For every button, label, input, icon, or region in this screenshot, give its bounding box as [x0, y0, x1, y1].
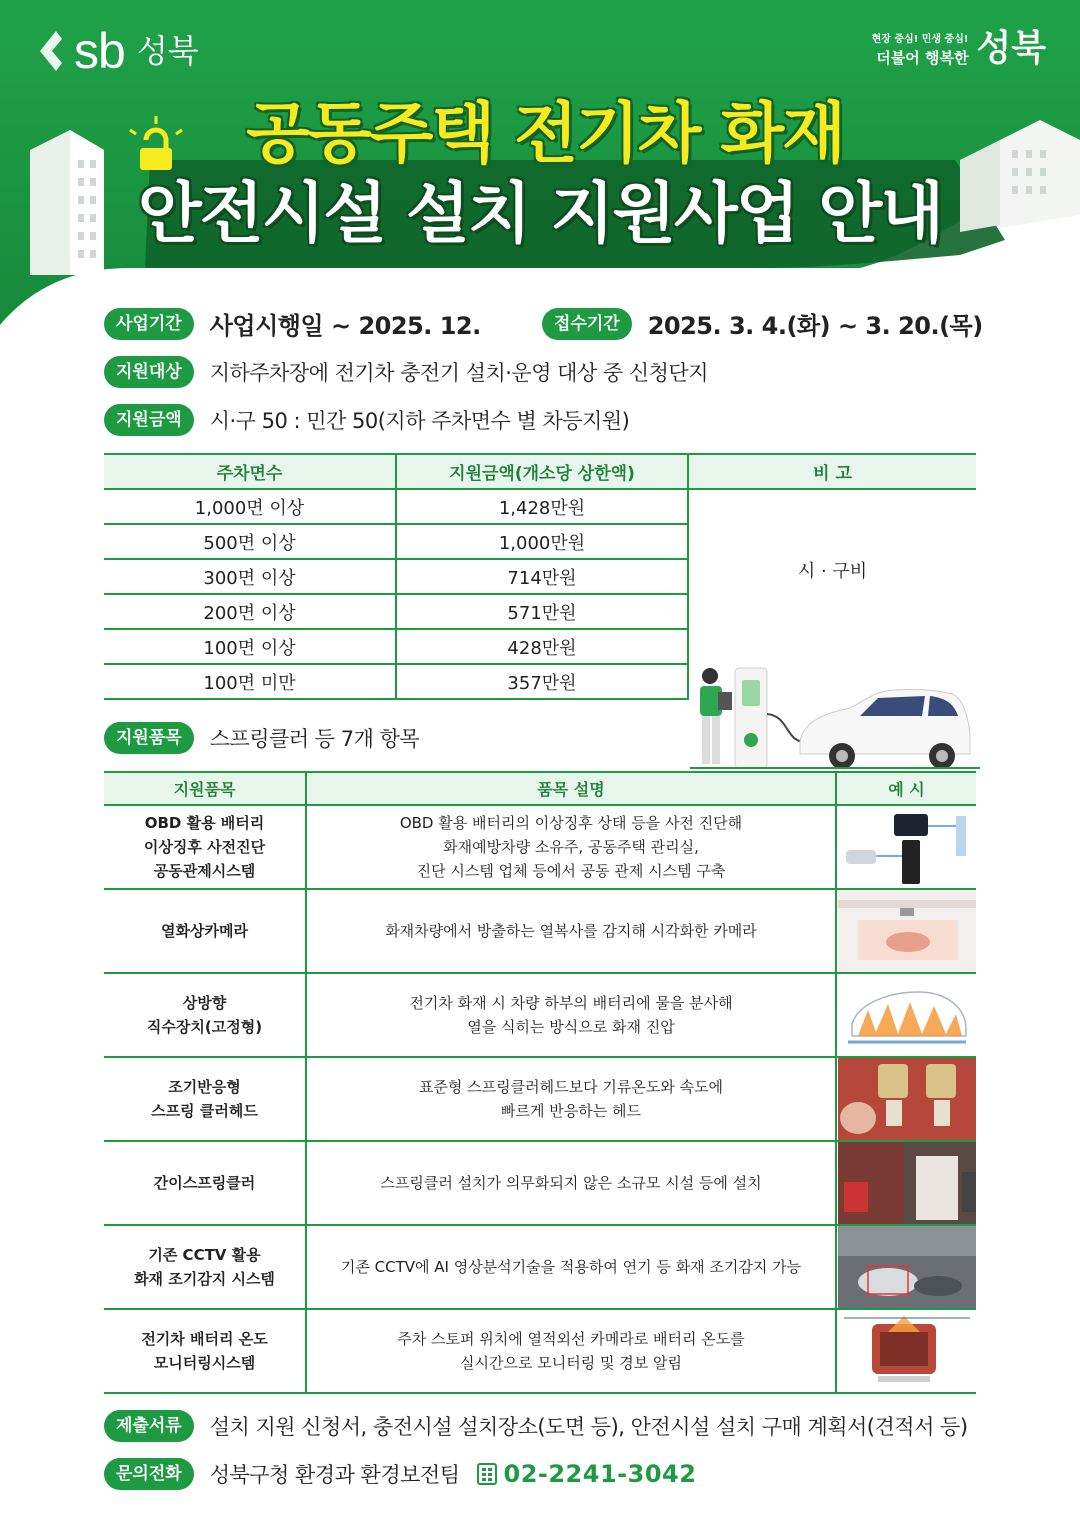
item-name: 조기반응형 스프링 클러헤드	[104, 1057, 306, 1141]
logo-sb-text: sb	[74, 23, 125, 79]
table-row	[104, 973, 976, 1057]
sprinkler-head-example-image	[838, 1058, 976, 1140]
table-row	[104, 1141, 976, 1225]
contact-label: 문의전화	[104, 1458, 194, 1490]
item-desc: OBD 활용 배터리의 이상징후 상태 등을 사전 진단해 화재예방차량 소유주, 공동주택 관리실, 진단 시스템 업체 등에서 공동 관제 시스템 구축	[306, 805, 836, 889]
spaces-cell: 500면 이상	[104, 524, 396, 559]
note-cell: 시 · 구비	[688, 489, 976, 699]
apply-value: 2025. 3. 4.(화) ~ 3. 20.(목)	[647, 312, 983, 340]
amount-cell: 1,428만원	[396, 489, 688, 524]
upward-sprinkler-example-image	[838, 974, 976, 1056]
thermal-camera-example-image	[838, 890, 976, 972]
contact-row	[104, 1458, 696, 1490]
items-table-header	[104, 772, 976, 805]
slogan-bottom: 더불어 행복한	[876, 49, 969, 67]
item-name: 전기차 배터리 온도 모니터링시스템	[104, 1309, 306, 1393]
table-row	[104, 889, 976, 973]
docs-row	[104, 1410, 968, 1442]
items-label: 지원품목	[104, 722, 194, 754]
ev-charging-illustration	[690, 664, 980, 772]
item-desc: 기존 CCTV에 AI 영상분석기술을 적용하여 연기 등 화재 조기감지 가능	[306, 1225, 836, 1309]
docs-label: 제출서류	[104, 1410, 194, 1442]
table-row	[104, 805, 976, 889]
target-label: 지원대상	[104, 356, 194, 388]
spaces-cell: 1,000면 이상	[104, 489, 396, 524]
item-name: 기존 CCTV 활용 화재 조기감지 시스템	[104, 1225, 306, 1309]
spaces-cell: 100면 미만	[104, 664, 396, 699]
target-row	[104, 356, 708, 388]
items-table	[104, 771, 976, 1394]
period-value: 사업시행일 ~ 2025. 12.	[209, 312, 481, 340]
docs-value: 설치 지원 신청서, 충전시설 설치장소(도면 등), 안전시설 설치 구매 계획서(견적서 등)	[209, 1415, 968, 1439]
amount-table-header	[104, 454, 976, 489]
table-row	[104, 1309, 976, 1393]
item-name: 상방향 직수장치(고정형)	[104, 973, 306, 1057]
item-desc: 표준형 스프링클러헤드보다 기류온도와 속도에 빠르게 반응하는 헤드	[306, 1057, 836, 1141]
table-row	[104, 1057, 976, 1141]
amount-cell: 571만원	[396, 594, 688, 629]
page-title-line2: 안전시설 설치 지원사업 안내	[137, 175, 942, 252]
items-col-name: 지원품목	[104, 772, 306, 805]
obd-system-example-image	[838, 806, 976, 888]
amount-cell: 1,000만원	[396, 524, 688, 559]
amount-col-note: 비 고	[688, 454, 976, 489]
amount-col-amount: 지원금액(개소당 상한액)	[396, 454, 688, 489]
battery-monitoring-example-image	[838, 1310, 976, 1392]
items-row	[104, 722, 419, 754]
amount-cell: 428만원	[396, 629, 688, 664]
sb-seongbuk-logo	[36, 23, 199, 79]
amount-col-spaces: 주차면수	[104, 454, 396, 489]
spaces-cell: 300면 이상	[104, 559, 396, 594]
item-desc: 화재차량에서 방출하는 열복사를 감지해 시각화한 카메라	[306, 889, 836, 973]
item-name: 열화상카메라	[104, 889, 306, 973]
page-title-line1: 공동주택 전기차 화재	[246, 95, 844, 172]
items-value: 스프링클러 등 7개 항목	[209, 727, 420, 751]
phone-number[interactable]	[476, 1460, 697, 1488]
item-name: 간이스프링클러	[104, 1141, 306, 1225]
phone-icon	[476, 1462, 498, 1486]
period-label: 사업기간	[104, 308, 194, 340]
spaces-cell: 200면 이상	[104, 594, 396, 629]
logo-mark-icon	[36, 27, 66, 75]
phone-number-text: 02-2241-3042	[503, 1460, 697, 1488]
contact-value: 성북구청 환경과 환경보전팀	[209, 1463, 460, 1487]
amount-cell: 357만원	[396, 664, 688, 699]
slogan-big: 성북	[976, 28, 1046, 69]
item-desc: 주차 스토퍼 위치에 열적외선 카메라로 배터리 온도를 실시간으로 모니터링 및 경보 알림	[306, 1309, 836, 1393]
table-row	[104, 1225, 976, 1309]
table-row	[104, 489, 976, 524]
item-name: OBD 활용 배터리 이상징후 사전진단 공동관제시스템	[104, 805, 306, 889]
amount-cell: 714만원	[396, 559, 688, 594]
header-banner	[0, 0, 1080, 330]
logo-name-text: 성북	[136, 32, 199, 70]
slogan-top: 현장 중심! 민생 중심!	[871, 34, 969, 45]
amount-row	[104, 404, 629, 436]
items-col-example: 예 시	[836, 772, 976, 805]
target-value: 지하주차장에 전기차 충전기 설치·운영 대상 중 신청단지	[209, 361, 709, 385]
spaces-cell: 100면 이상	[104, 629, 396, 664]
amount-label: 지원금액	[104, 404, 194, 436]
period-row	[104, 306, 481, 341]
items-col-desc: 품목 설명	[306, 772, 836, 805]
amount-value: 시·구 50 : 민간 50(지하 주차면수 별 차등지원)	[209, 409, 630, 433]
apply-label: 접수기간	[542, 308, 632, 340]
item-desc: 스프링클러 설치가 의무화되지 않은 소규모 시설 등에 설치	[306, 1141, 836, 1225]
slogan	[872, 30, 1046, 68]
simple-sprinkler-example-image	[838, 1142, 976, 1224]
item-desc: 전기차 화재 시 차량 하부의 배터리에 물을 분사해 열을 식히는 방식으로 화재 진압	[306, 973, 836, 1057]
cctv-detection-example-image	[838, 1226, 976, 1308]
apply-row	[542, 306, 983, 341]
amount-table	[104, 453, 976, 700]
